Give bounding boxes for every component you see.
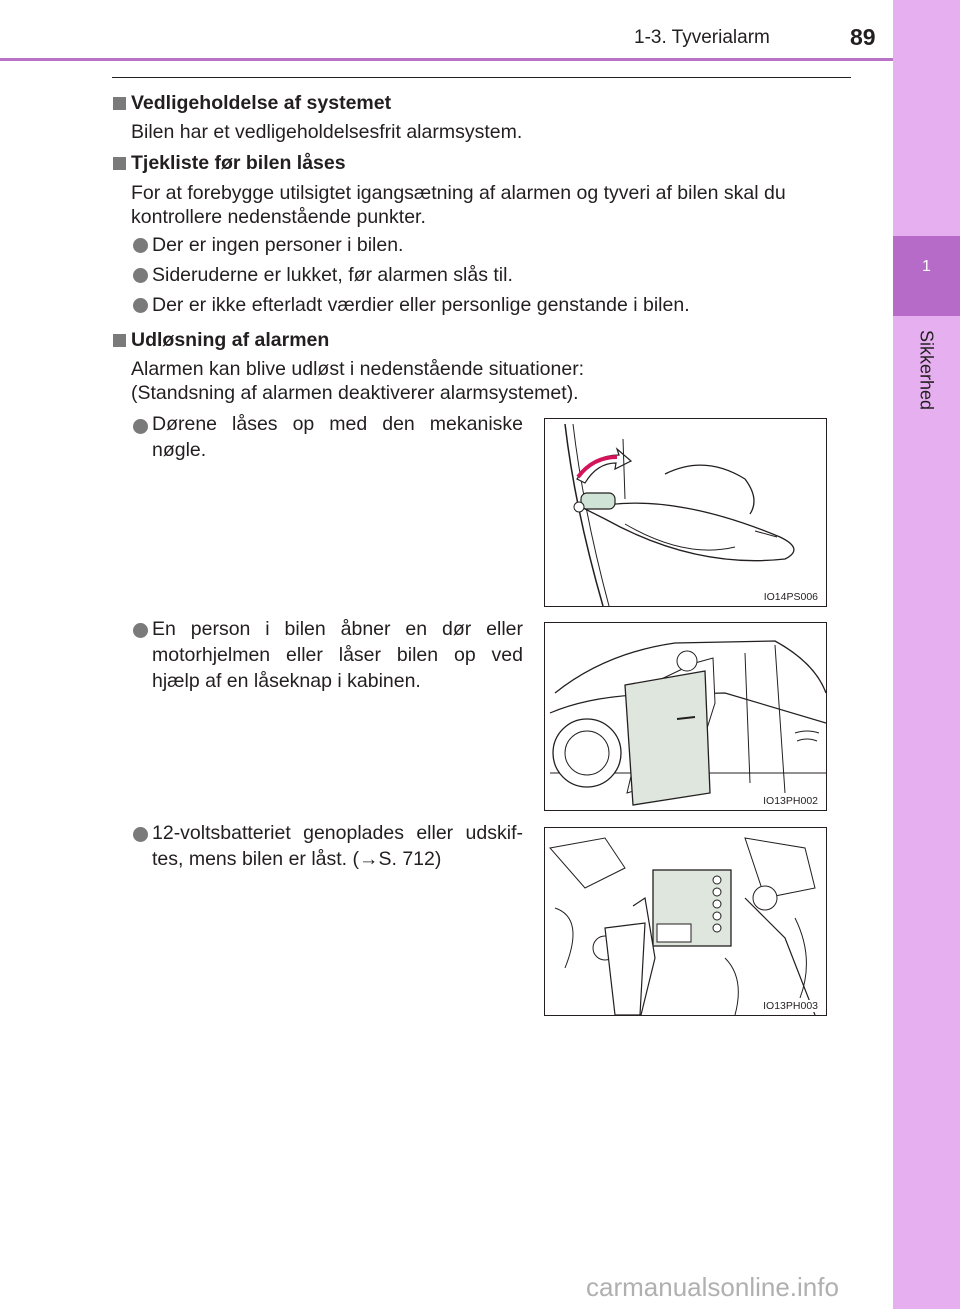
bullet-dot-icon [133, 623, 148, 638]
figure-id: IO13PH003 [763, 1000, 818, 1012]
body-text: kontrollere nedenstående punkter. [131, 206, 426, 228]
bullet-dot-icon [133, 419, 148, 434]
chapter-number: 1 [922, 258, 931, 275]
list-item: En person i bilen åbner en dør eller motorhjelmen eller låser bilen op ved hjælp af en låseknap i kabinen. [152, 618, 523, 692]
list-item: Dørene låses op med den mekaniske nøgle. [152, 413, 523, 461]
battery-figure [544, 827, 827, 1016]
section-title: 1-3. Tyverialarm [634, 27, 770, 48]
open-door-figure [544, 622, 827, 811]
door-key-illustration-icon [545, 419, 826, 606]
chapter-title: Sikkerhed [916, 329, 937, 411]
section-heading: Tjekliste før bilen låses [131, 152, 346, 174]
door-key-figure [544, 418, 827, 607]
page-number: 89 [850, 24, 876, 50]
body-text: For at forebygge utilsigtet igangsætning af alarmen og tyveri af bilen skal du [131, 182, 786, 204]
section-heading: Udløsning af alarmen [131, 329, 330, 351]
section-square-icon [113, 334, 126, 347]
list-item: Sideruderne er lukket, før alarmen slås til. [152, 264, 513, 286]
bullet-dot-icon [133, 238, 148, 253]
bullet-dot-icon [133, 268, 148, 283]
bullet-dot-icon [133, 827, 148, 842]
section-heading: Vedligeholdelse af systemet [131, 92, 392, 114]
section-square-icon [113, 97, 126, 110]
watermark: carmanualsonline.info [586, 1272, 839, 1302]
list-item: Der er ikke efterladt værdier eller personlige genstande i bilen. [152, 294, 690, 316]
body-text: (Standsning af alarmen deaktiverer alarmsystemet). [131, 382, 579, 404]
battery-replacement-illustration-icon [545, 828, 826, 1015]
figure-id: IO14PS006 [763, 591, 818, 603]
header-rule [0, 58, 893, 61]
figure-id: IO13PH002 [763, 795, 818, 807]
content-top-rule [112, 77, 851, 78]
list-item: Der er ingen personer i bilen. [152, 234, 404, 256]
open-car-door-illustration-icon [545, 623, 826, 810]
body-text: Alarmen kan blive udløst i nedenstående situationer: [131, 358, 585, 380]
list-item: 12-voltsbatteriet genoplades eller udskif-tes, mens bilen er låst. (→S. 712) [152, 822, 523, 870]
bullet-dot-icon [133, 298, 148, 313]
section-square-icon [113, 157, 126, 170]
chapter-tab-active[interactable] [893, 236, 960, 316]
chapter-tab-strip [893, 0, 960, 1309]
body-text: Bilen har et vedligeholdelsesfrit alarmsystem. [131, 121, 523, 143]
